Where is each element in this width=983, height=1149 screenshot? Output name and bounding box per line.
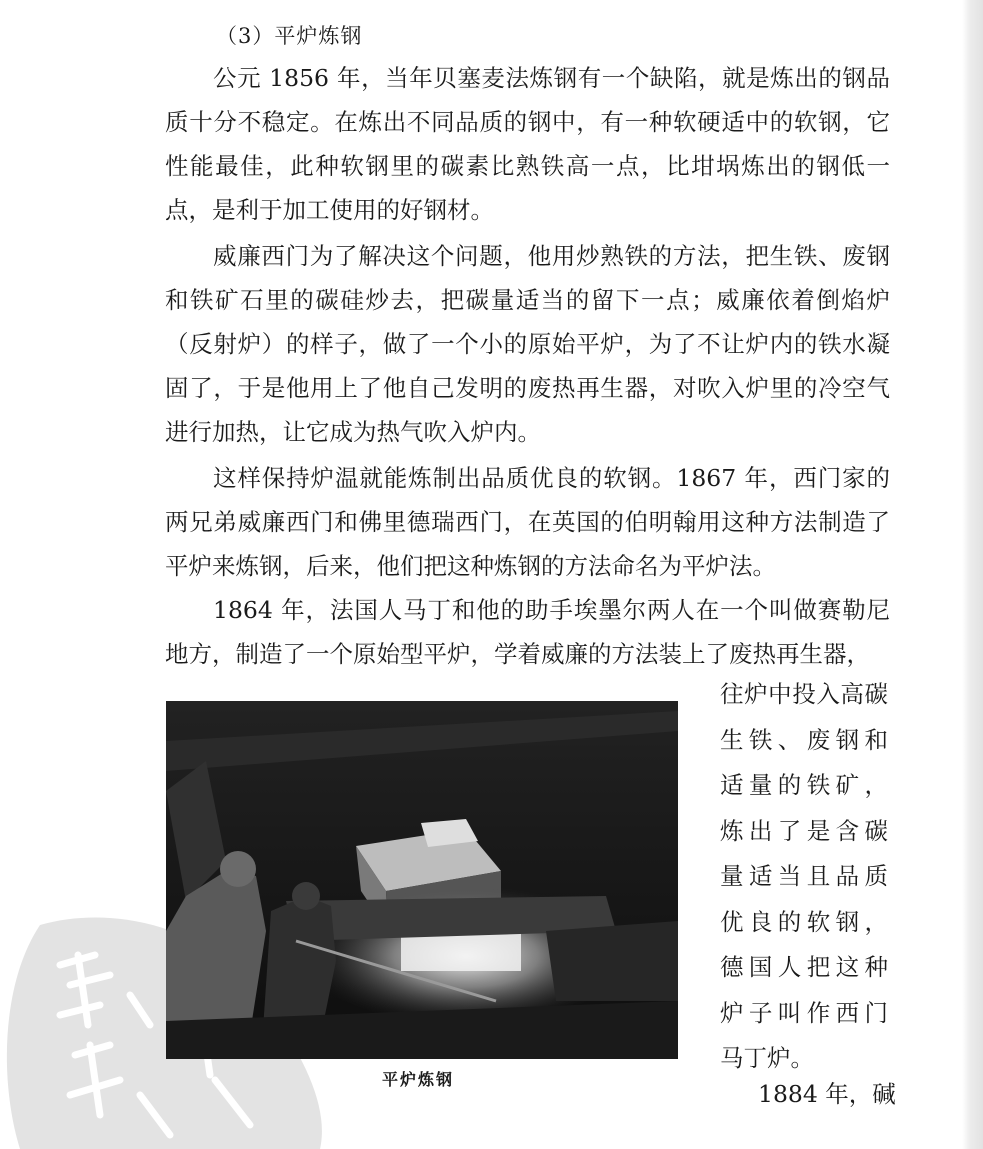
paragraph: 这样保持炉温就能炼制出品质优良的软钢。1867 年，西门家的两兄弟威廉西门和佛里德瑞西门，在英国的伯明翰用这种方法制造了平炉来炼钢，后来，他们把这种炼钢的方法命名为平炉法。	[165, 464, 890, 580]
side-text-line: 适量的铁矿，	[720, 771, 888, 799]
paragraph: 1864 年，法国人马丁和他的助手埃墨尔两人在一个叫做赛勒尼地方，制造了一个原始型平炉，学着威廉的方法装上了废热再生器，	[165, 596, 890, 668]
continued-text-line: 1884 年，碱	[758, 1080, 896, 1108]
section-heading: （3）平炉炼钢	[216, 24, 363, 48]
side-text-line: 优良的软钢，	[720, 907, 888, 936]
paragraph: 公元 1856 年，当年贝塞麦法炼钢有一个缺陷，就是炼出的钢品质十分不稳定。在炼出不同品质的钢中，有一种软硬适中的软钢，它性能最佳，此种软钢里的碳素比熟铁高一点，比坩埚炼出的钢低一点，是利于加工使用的好钢材。	[165, 64, 890, 224]
side-text-line: 炼出了是含碳	[720, 816, 888, 845]
side-text-line: 炉子叫作西门	[720, 998, 888, 1027]
figure-caption: 平炉炼钢	[382, 1070, 455, 1089]
side-text-line: 往炉中投入高碳	[720, 680, 888, 708]
side-text-line: 生铁、废钢和	[720, 725, 888, 754]
page-edge-shadow	[962, 0, 983, 1149]
paragraph: 威廉西门为了解决这个问题，他用炒熟铁的方法，把生铁、废钢和铁矿石里的碳硅炒去，把碳量适当的留下一点；威廉依着倒焰炉（反射炉）的样子，做了一个小的原始平炉，为了不让炉内的铁水凝固了，于是他用上了他自己发明的废热再生器，对吹入炉里的冷空气进行加热，让它成为热气吹入炉内。	[165, 242, 890, 446]
side-text-line: 德国人把这种	[720, 953, 888, 981]
side-text-line: 量适当且品质	[720, 862, 888, 890]
side-text-line: 马丁炉。	[720, 1044, 814, 1072]
open-hearth-furnace-photo-icon	[166, 701, 678, 1059]
